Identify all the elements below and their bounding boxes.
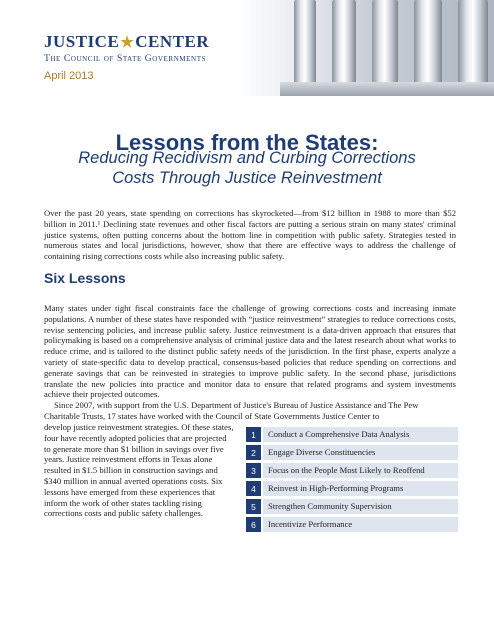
lesson-text: Strengthen Community Supervision [263,499,458,514]
lesson-number: 4 [246,481,261,496]
star-icon: ★ [120,35,135,51]
columns-image [280,0,494,96]
lesson-text: Focus on the People Most Likely to Reoffend [263,463,458,478]
justice-center-logo: JUSTICE★CENTER The Council of State Governments [44,32,210,64]
lesson-item [246,463,458,478]
lesson-item [246,517,458,532]
lesson-number: 6 [246,517,261,532]
section-heading: Six Lessons [44,270,126,286]
lesson-text: Conduct a Comprehensive Data Analysis [263,427,458,442]
page-subtitle: Reducing Recidivism and Curbing Corrections Costs Through Justice Reinvestment [78,149,416,187]
lesson-item [246,481,458,496]
lesson-item [246,445,458,460]
page-title: Lessons from the States: [115,130,379,155]
intro-paragraph: Over the past 20 years, state spending on corrections has skyrocketed—from $12 billion in 1988 to more than $52 billion in 2011.¹ Declining state revenues and other fiscal factors are putting a serious strain on many states' criminal justice systems, often putting concerns about the bottom line in competition with public safety. Strategies tested in numerous states and local jurisdictions, however, show that there are effective ways to address the challenge of containing rising corrections costs while also increasing public safety. [44,208,456,262]
body-paragraph-2-lead: Since 2007, with support from the U.S. Department of Justice's Bureau of Justice Assistance and The Pew Charitable Trusts, 17 states have worked with the Council of State Governments Justice Center to [44,400,419,421]
lesson-number: 1 [246,427,261,442]
page-header [0,0,494,96]
lesson-number: 5 [246,499,261,514]
lesson-text: Engage Diverse Constituencies [263,445,458,460]
lesson-text: Reinvest in High-Performing Programs [263,481,458,496]
body-paragraph-2-column: develop justice reinvestment strategies. Of these states, four have recently adopted policies that are projected to generate more than $1 billion in savings over five years. Justice reinvestment efforts in Texas alone resulted in $1.5 billion in construction savings and $340 million in annual averted operations costs. Six lessons have emerged from these experiences that inform the work of other states tackling rising corrections costs and public safety challenges. [44,422,234,519]
lesson-number: 2 [246,445,261,460]
lesson-item [246,499,458,514]
publication-date: April 2013 [44,70,94,82]
six-lessons-list [246,427,458,535]
lesson-item [246,427,458,442]
body-paragraph-1: Many states under tight fiscal constraints face the challenge of growing corrections costs and increasing inmate populations. A number of these states have responded with “justice reinvestment” strategies to reduce corrections costs, revise sentencing policies, and increase public safety. Justice reinvestment is a data-driven approach that ensures that policymaking is based on a comprehensive analysis of criminal justice data and the latest research about what works to reduce crime, and is tailored to the distinct public safety needs of the jurisdiction. In the first phase, experts analyze a variety of state-specific data to develop practical, consensus-based policies that reduce spending on corrections and generate savings that can be reinvested in strategies to improve public safety. In the second phase, jurisdictions translate the new policies into practice and monitor data to ensure that related programs and system investments achieve their projected outcomes. [44,303,456,400]
lesson-number: 3 [246,463,261,478]
lesson-text: Incentivize Performance [263,517,458,532]
